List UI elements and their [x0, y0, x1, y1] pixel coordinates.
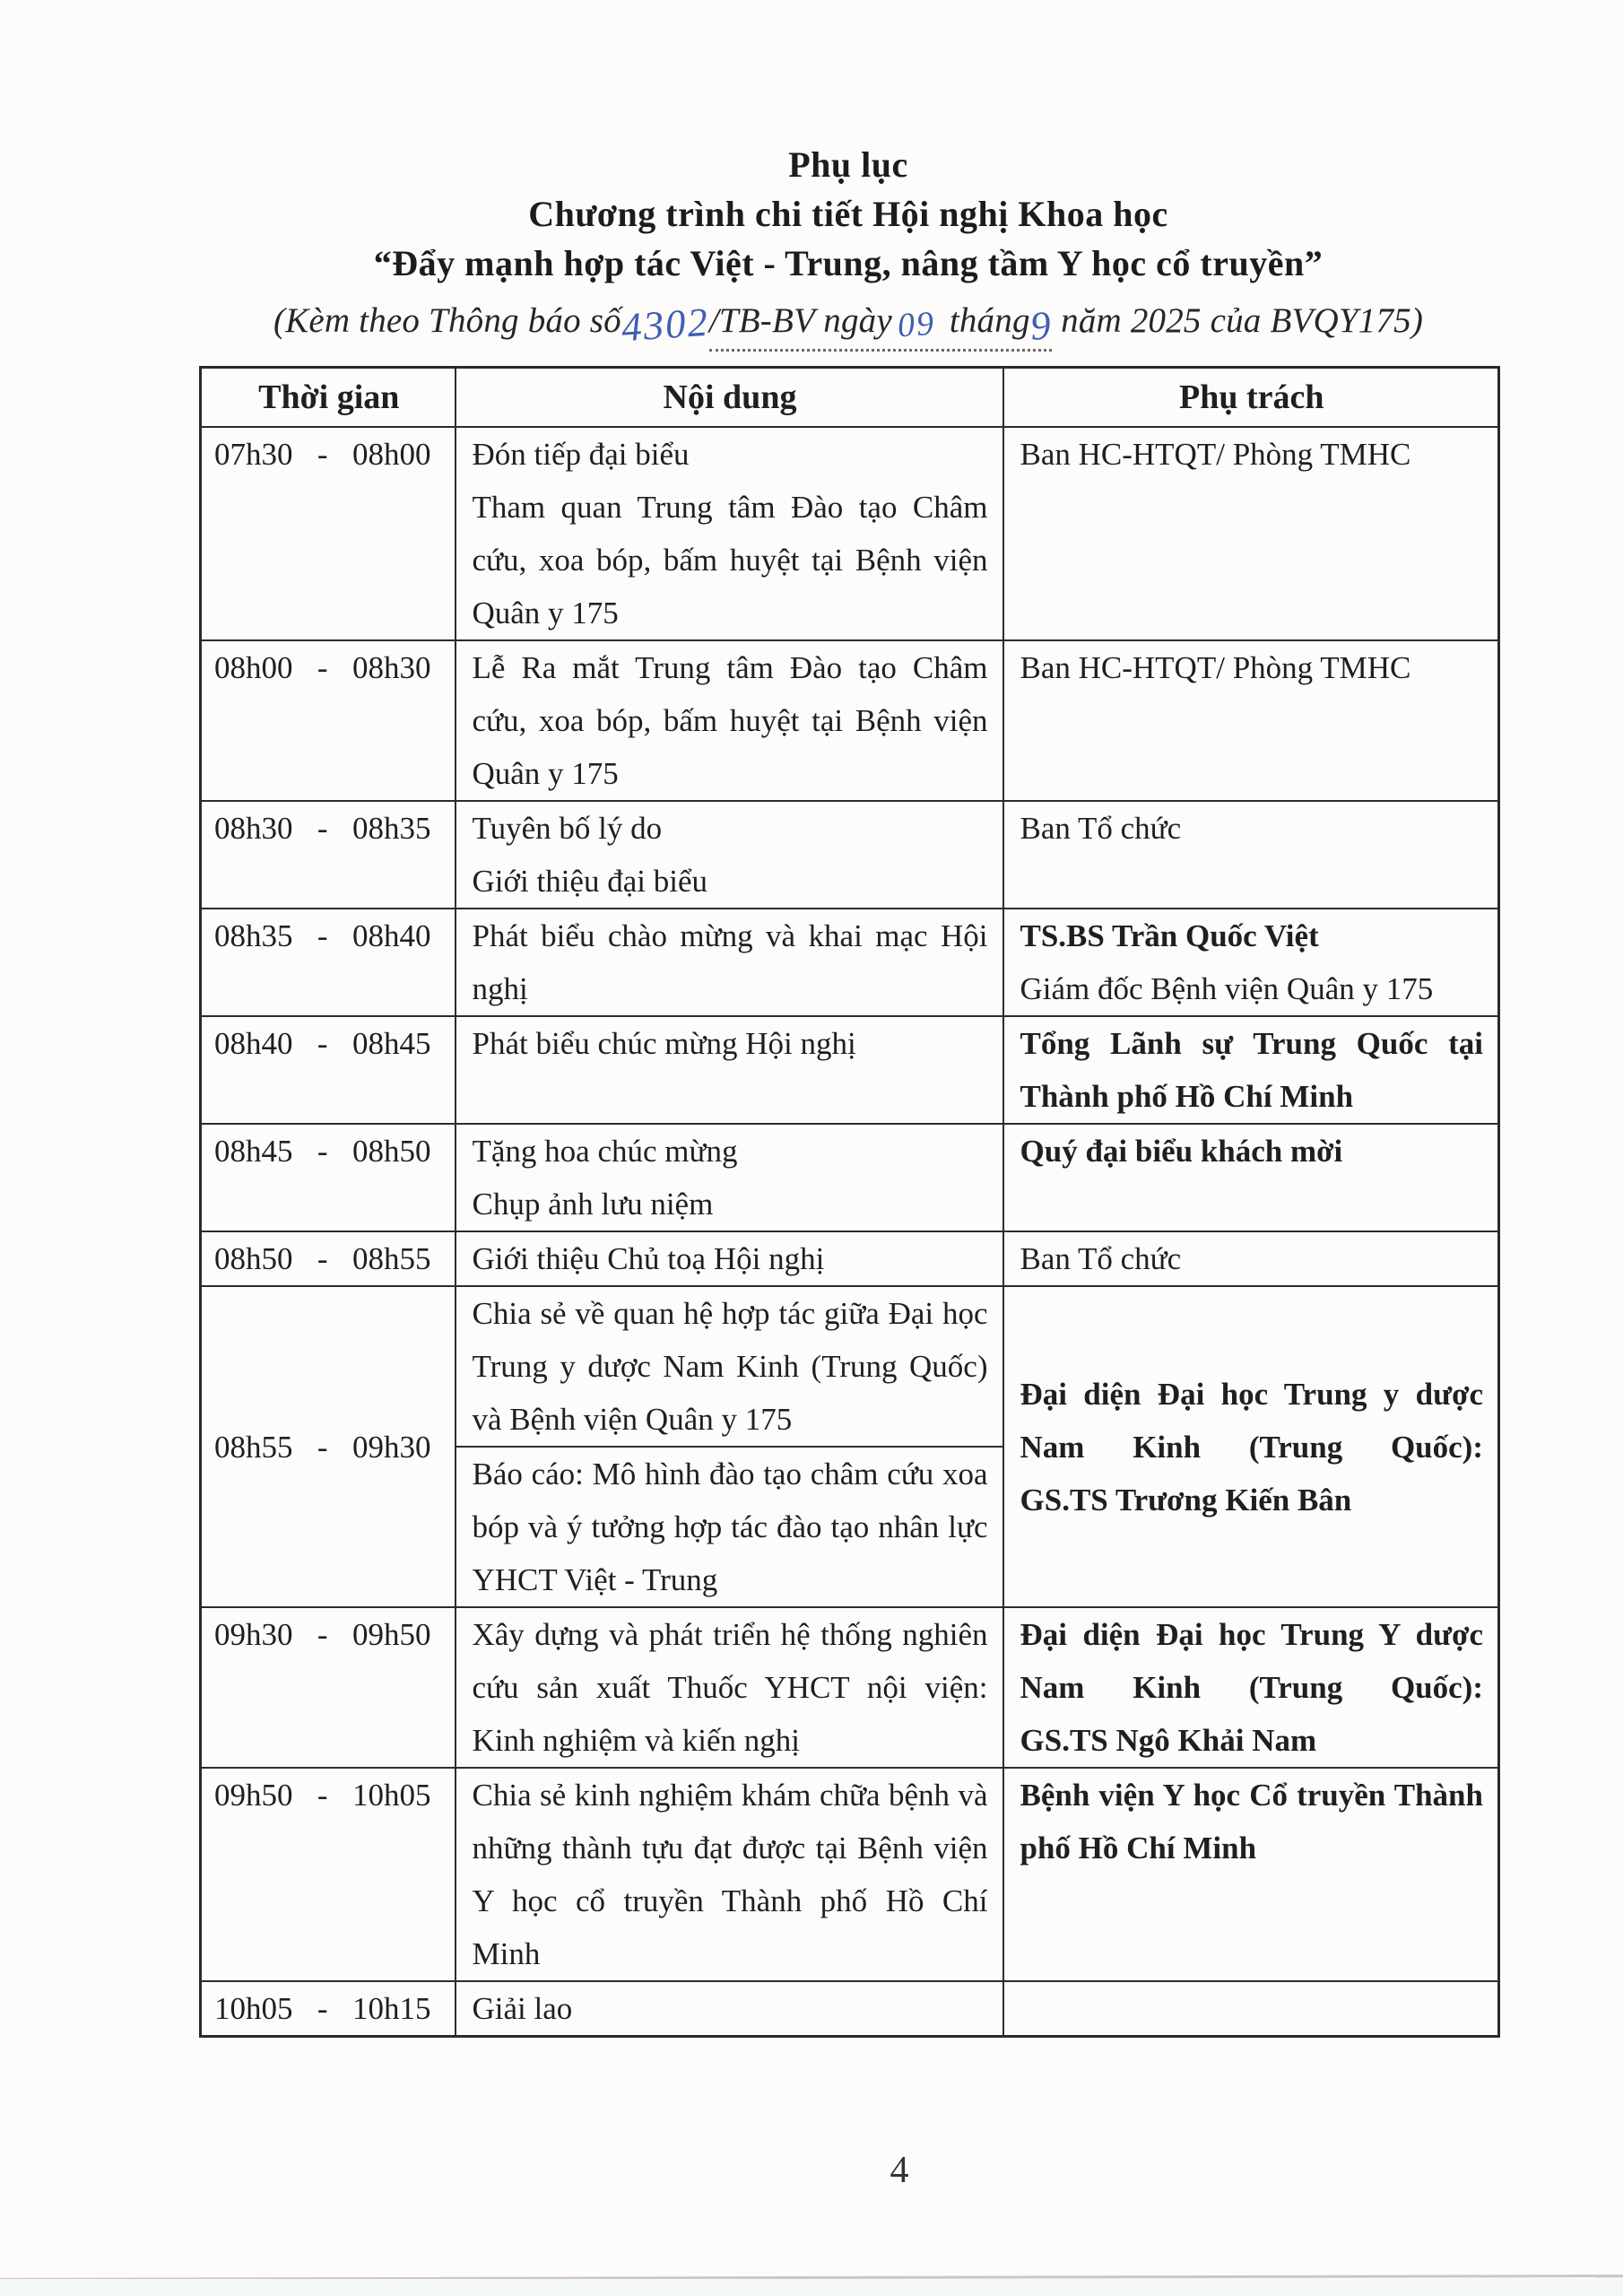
responsible-paragraph: Nam Kinh (Trung Quốc):: [1020, 1429, 1483, 1465]
document-header: [199, 140, 1497, 351]
content-paragraph: Chia sẻ về quan hệ hợp tác giữa Đại học Trung y dược Nam Kinh (Trung Quốc) và Bệnh viện Quân y 175: [472, 1296, 988, 1437]
responsible-paragraph: Quý đại biểu khách mời: [1020, 1134, 1343, 1169]
content-paragraph: Đón tiếp đại biểu: [472, 437, 690, 472]
responsible-paragraph: Ban Tổ chức: [1020, 1241, 1182, 1276]
content-cell: [456, 1981, 1003, 2037]
time-cell: 08h00 - 08h30: [201, 640, 456, 801]
content-cell: [456, 427, 1003, 640]
handwritten-month: 9: [1028, 302, 1054, 349]
responsible-cell: [1003, 801, 1499, 909]
content-paragraph: Chụp ảnh lưu niệm: [472, 1187, 714, 1222]
scan-bottom-band: [0, 2279, 1623, 2296]
responsible-paragraph: Bệnh viện Y học Cổ truyền Thành phố Hồ Chí Minh: [1020, 1778, 1483, 1866]
page-number: 4: [890, 2150, 909, 2191]
appendix-label: Phụ lục: [788, 144, 908, 185]
time-cell: 08h30 - 08h35: [201, 801, 456, 909]
content-paragraph: Giới thiệu đại biểu: [472, 864, 707, 899]
responsible-cell: [1003, 1286, 1499, 1607]
content-paragraph: Tặng hoa chúc mừng: [472, 1134, 738, 1169]
responsible-cell: [1003, 1231, 1499, 1286]
time-cell: 08h55 - 09h30: [201, 1286, 456, 1607]
note-prefix: (Kèm theo Thông báo số: [273, 301, 621, 340]
responsible-cell: [1003, 1016, 1499, 1124]
table-row: [201, 640, 1499, 801]
time-cell: 10h05 - 10h15: [201, 1981, 456, 2037]
table-header-row: [201, 368, 1499, 428]
responsible-cell: [1003, 1124, 1499, 1231]
content-paragraph: Xây dựng và phát triển hệ thống nghiên cứu sản xuất Thuốc YHCT nội viện: Kinh nghiệm và kiến nghị: [472, 1617, 988, 1758]
responsible-paragraph: Nam Kinh (Trung Quốc):: [1020, 1670, 1483, 1705]
content-paragraph: Chia sẻ kinh nghiệm khám chữa bệnh và những thành tựu đạt được tại Bệnh viện Y học cổ truyền Thành phố Hồ Chí Minh: [472, 1778, 988, 1971]
table-row: [201, 1016, 1499, 1124]
time-cell: 08h40 - 08h45: [201, 1016, 456, 1124]
note-underlined-segment: [709, 301, 1052, 352]
responsible-cell: [1003, 909, 1499, 1016]
time-cell: 08h45 - 08h50: [201, 1124, 456, 1231]
time-cell: 07h30 - 08h00: [201, 427, 456, 640]
table-row: [201, 427, 1499, 640]
time-cell: 09h50 - 10h05: [201, 1768, 456, 1981]
responsible-paragraph: Ban HC-HTQT/ Phòng TMHC: [1020, 437, 1411, 472]
time-cell: 09h30 - 09h50: [201, 1607, 456, 1768]
note-suffix: năm 2025 của BVQY175): [1052, 301, 1424, 340]
responsible-paragraph: Đại diện Đại học Trung y dược: [1020, 1376, 1483, 1412]
responsible-title: Giám đốc Bệnh viện Quân y 175: [1020, 971, 1434, 1006]
responsible-name: TS.BS Trần Quốc Việt: [1020, 918, 1319, 953]
content-paragraph: Tuyên bố lý do: [472, 811, 663, 846]
table-row: [201, 1231, 1499, 1286]
responsible-paragraph: GS.TS Ngô Khải Nam: [1020, 1723, 1317, 1758]
table-row: [201, 1981, 1499, 2037]
conference-theme: “Đẩy mạnh hợp tác Việt - Trung, nâng tầm Y học cổ truyền”: [373, 243, 1324, 283]
responsible-cell: [1003, 1607, 1499, 1768]
content-cell: [456, 1124, 1003, 1231]
table-row: [201, 1124, 1499, 1231]
document-title: Chương trình chi tiết Hội nghị Khoa học: [528, 194, 1168, 234]
content-paragraph: Báo cáo: Mô hình đào tạo châm cứu xoa bóp và ý tưởng hợp tác đào tạo nhân lực YHCT Việt - Trung: [472, 1457, 988, 1597]
content-paragraph: Giới thiệu Chủ toạ Hội nghị: [472, 1241, 825, 1276]
content-cell-upper: [456, 1286, 1003, 1447]
responsible-cell: [1003, 640, 1499, 801]
table-row: [201, 1768, 1499, 1981]
content-paragraph: Giải lao: [472, 1991, 573, 2026]
time-cell: 08h35 - 08h40: [201, 909, 456, 1016]
content-cell: [456, 1607, 1003, 1768]
handwritten-document-number: 4302: [620, 299, 711, 351]
content-paragraph: Tham quan Trung tâm Đào tạo Châm cứu, xoa bóp, bấm huyệt tại Bệnh viện Quân y 175: [472, 490, 988, 631]
content-cell: [456, 1768, 1003, 1981]
content-cell: [456, 1231, 1003, 1286]
responsible-cell: [1003, 427, 1499, 640]
content-cell-lower: [456, 1447, 1003, 1607]
content-paragraph: Phát biểu chào mừng và khai mạc Hội nghị: [472, 918, 988, 1006]
responsible-cell: [1003, 1768, 1499, 1981]
column-header-time: Thời gian: [201, 368, 456, 428]
content-paragraph: Lễ Ra mắt Trung tâm Đào tạo Châm cứu, xoa bóp, bấm huyệt tại Bệnh viện Quân y 175: [472, 650, 988, 791]
responsible-cell-empty: [1003, 1981, 1499, 2037]
content-cell: [456, 1016, 1003, 1124]
responsible-paragraph: GS.TS Trương Kiến Bân: [1020, 1482, 1352, 1518]
column-header-content: Nội dung: [456, 368, 1003, 428]
table-row: [201, 1607, 1499, 1768]
responsible-paragraph: Ban HC-HTQT/ Phòng TMHC: [1020, 650, 1411, 685]
schedule-table: [199, 366, 1500, 2038]
content-paragraph: Phát biểu chúc mừng Hội nghị: [472, 1026, 856, 1061]
note-middle: /TB-BV ngày: [708, 301, 892, 340]
content-cell: [456, 909, 1003, 1016]
time-cell: 08h50 - 08h55: [201, 1231, 456, 1286]
reference-note: [199, 291, 1497, 351]
content-cell: [456, 801, 1003, 909]
table-row: [201, 801, 1499, 909]
responsible-paragraph: Tổng Lãnh sự Trung Quốc tại Thành phố Hồ Chí Minh: [1020, 1026, 1483, 1114]
responsible-paragraph: Ban Tổ chức: [1020, 811, 1182, 846]
column-header-responsible: Phụ trách: [1003, 368, 1499, 428]
note-middle2: tháng: [940, 301, 1030, 340]
content-cell: [456, 640, 1003, 801]
table-row-merged-top: [201, 1286, 1499, 1447]
handwritten-day: 09: [896, 304, 937, 345]
table-row: [201, 909, 1499, 1016]
responsible-paragraph: Đại diện Đại học Trung Y dược: [1020, 1617, 1483, 1652]
